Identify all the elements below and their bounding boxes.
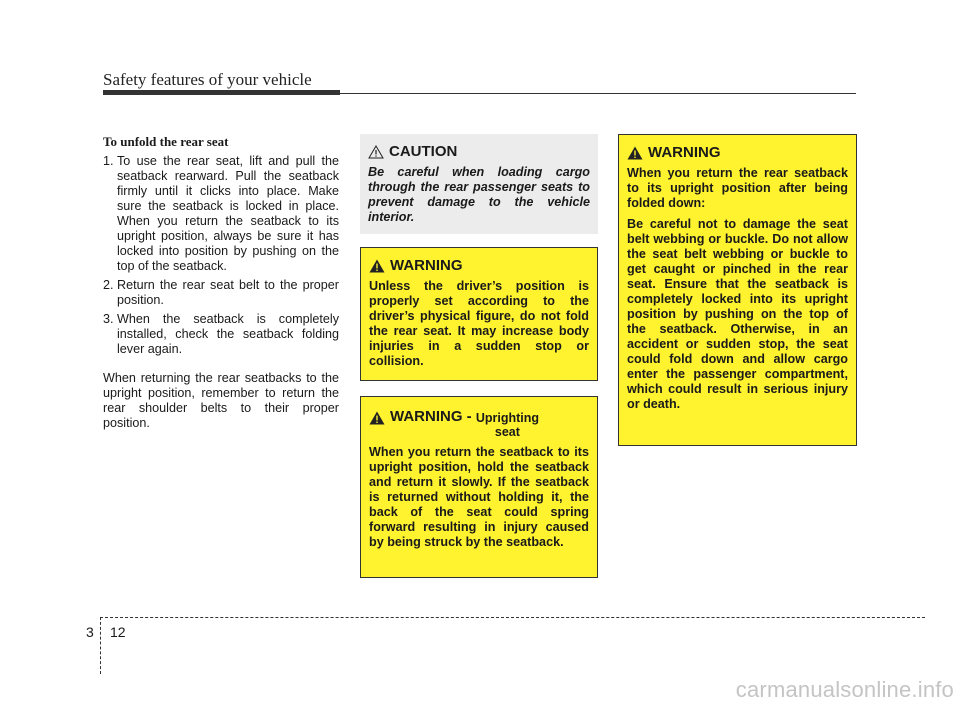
warning-title-text: WARNING xyxy=(390,257,463,274)
caution-text: Be careful when loading cargo through the rear passenger seats to prevent damage to the vehicle interior. xyxy=(368,165,590,224)
warning-title xyxy=(369,258,589,273)
caution-title-text: CAUTION xyxy=(389,143,458,160)
chapter-number: 3 xyxy=(86,624,94,640)
warning-subtitle-line-2: seat xyxy=(494,425,520,439)
footer-divider xyxy=(100,617,101,674)
warning-box-driver-position xyxy=(360,247,598,381)
warning-subtitle xyxy=(476,411,539,439)
watermark: carmanualsonline.info xyxy=(735,677,954,702)
step-text: Return the rear seat belt to the proper position. xyxy=(117,278,339,307)
step-number: 3. xyxy=(103,312,114,326)
warning-body xyxy=(627,166,848,412)
step-text: To use the rear seat, lift and pull the seatback rearward. Pull the seatback firmly until it clicks into place. Make sure the seatback is locked in place. When you return the seatback to its upright position, always be sure it has locked into position by pushing on the top of the seatback. xyxy=(117,154,339,273)
instructions-column xyxy=(103,134,339,431)
warning-title xyxy=(369,409,589,439)
caution-triangle-icon xyxy=(368,145,384,159)
step-item xyxy=(103,154,339,274)
caution-box xyxy=(360,134,598,234)
step-item xyxy=(103,278,339,308)
warning-text: Unless the driver’s position is properly set according to the driver’s physical figure, do not fold the rear seat. It may increase body injuries in a sudden stop or collision. xyxy=(369,279,589,368)
warning-title xyxy=(627,145,848,160)
warning-subtitle-line-1: Uprighting xyxy=(475,411,540,425)
section-heading: To unfold the rear seat xyxy=(103,134,229,149)
page-header-title: Safety features of your vehicle xyxy=(103,70,312,89)
warning-box-uprighting-seat xyxy=(360,396,598,578)
warning-triangle-icon xyxy=(369,411,385,425)
warning-title-text: WARNING xyxy=(648,144,721,161)
warning-box-folded-seatback xyxy=(618,134,857,446)
step-number: 2. xyxy=(103,278,114,292)
step-number: 1. xyxy=(103,154,114,168)
warning-triangle-icon xyxy=(627,146,643,160)
header-rule-accent xyxy=(103,90,340,95)
footer-rule xyxy=(100,617,925,618)
seatbelt-note: When returning the rear seatbacks to the upright position, remember to return the rear shoulder belts to their proper position. xyxy=(103,371,339,430)
warning-text: When you return the seatback to its upright position, hold the seatback and return it slowly. If the seatback is returned without holding it, the back of the seat could spring forward resulting in injury caused by being struck by the seatback. xyxy=(369,445,589,549)
page-number: 12 xyxy=(110,624,126,640)
warning-title-text: WARNING - xyxy=(390,408,476,425)
caution-title xyxy=(368,144,590,159)
warning-paragraph: When you return the rear seatback to its upright position after being folded down: xyxy=(627,166,848,210)
steps-list xyxy=(103,154,339,357)
warning-paragraph: Be careful not to damage the seat belt webbing or buckle. Do not allow the seat belt webbing or buckle to get caught or pinched in the rear seat. Ensure that the seatback is completely locked into its upright position by pushing on the top of the seatback. Otherwise, in an accident or sudden stop, the seat could fold down and allow cargo enter the passenger compartment, which could result in serious injury or death. xyxy=(627,217,848,411)
step-item xyxy=(103,312,339,357)
warning-triangle-icon xyxy=(369,259,385,273)
step-text: When the seatback is completely installed, check the seatback folding lever again. xyxy=(117,312,339,356)
